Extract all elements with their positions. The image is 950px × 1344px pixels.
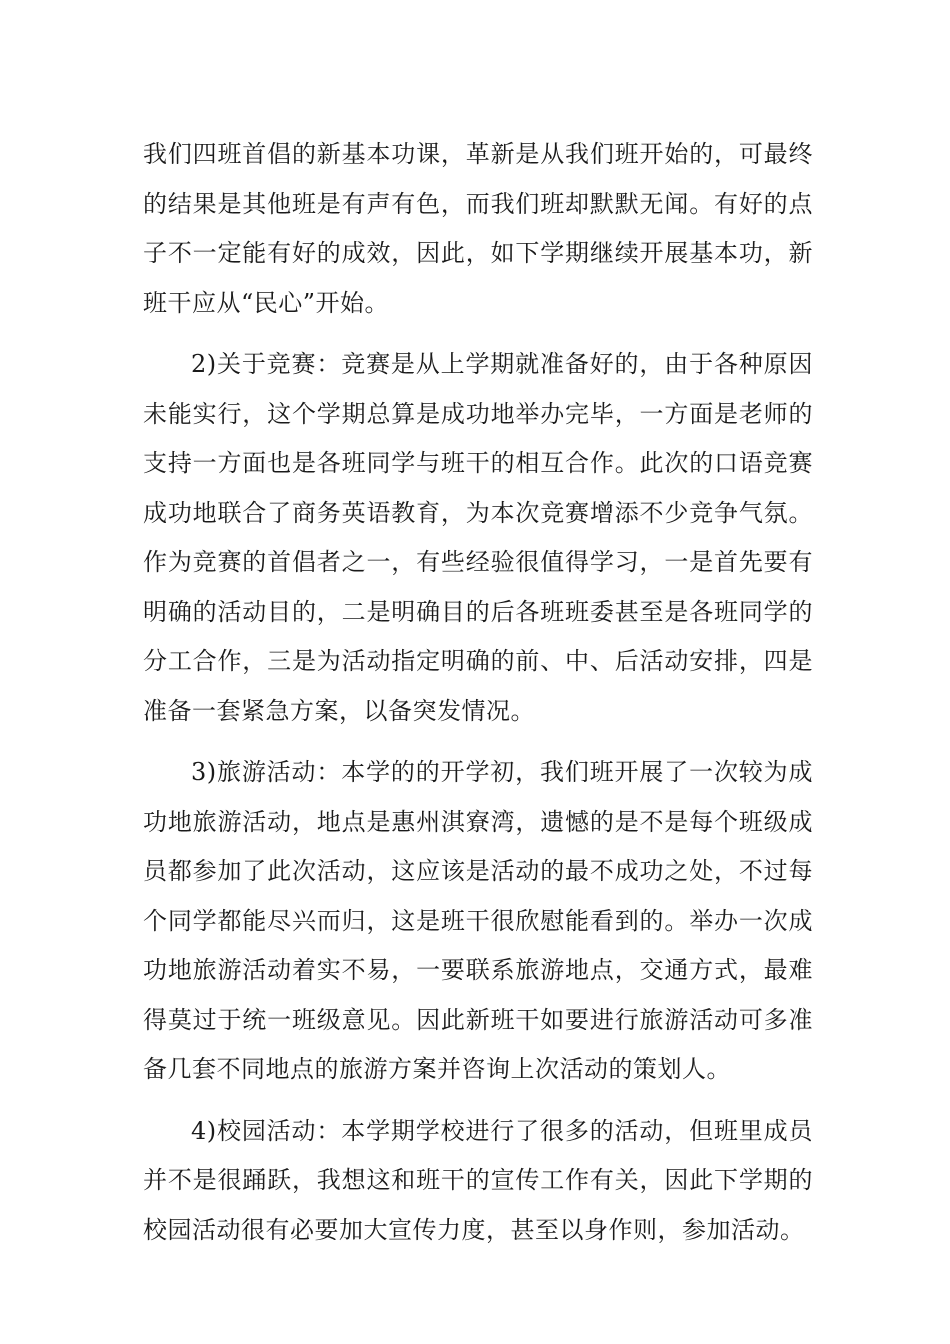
- document-body: [143, 130, 813, 1255]
- paragraph-campus-activity: 4)校园活动：本学期学校进行了很多的活动，但班里成员并不是很踊跃，我想这和班干的宣传工作有关，因此下学期的校园活动很有必要加大宣传力度，甚至以身作则，参加活动。: [143, 1116, 813, 1244]
- paragraph-basic-skills: 我们四班首倡的新基本功课，革新是从我们班开始的，可最终的结果是其他班是有声有色，而我们班却默默无闻。有好的点子不一定能有好的成效，因此，如下学期继续开展基本功，新班干应从“民心”开始。: [143, 140, 813, 317]
- paragraph-competition: 2)关于竞赛：竞赛是从上学期就准备好的，由于各种原因未能实行，这个学期总算是成功地举办完毕，一方面是老师的支持一方面也是各班同学与班干的相互合作。此次的口语竞赛成功地联合了商务英语教育，为本次竞赛增添不少竞争气氛。作为竞赛的首倡者之一，有些经验很值得学习，一是首先要有明确的活动目的，二是明确目的后各班班委甚至是各班同学的分工合作，三是为活动指定明确的前、中、后活动安排，四是准备一套紧急方案，以备突发情况。: [143, 350, 813, 725]
- paragraph-travel-activity: 3)旅游活动：本学的的开学初，我们班开展了一次较为成功地旅游活动，地点是惠州淇寮湾，遗憾的是不是每个班级成员都参加了此次活动，这应该是活动的最不成功之处，不过每个同学都能尽兴而归，这是班干很欣慰能看到的。举办一次成功地旅游活动着实不易，一要联系旅游地点，交通方式，最难得莫过于统一班级意见。因此新班干如要进行旅游活动可多准备几套不同地点的旅游方案并咨询上次活动的策划人。: [143, 758, 813, 1083]
